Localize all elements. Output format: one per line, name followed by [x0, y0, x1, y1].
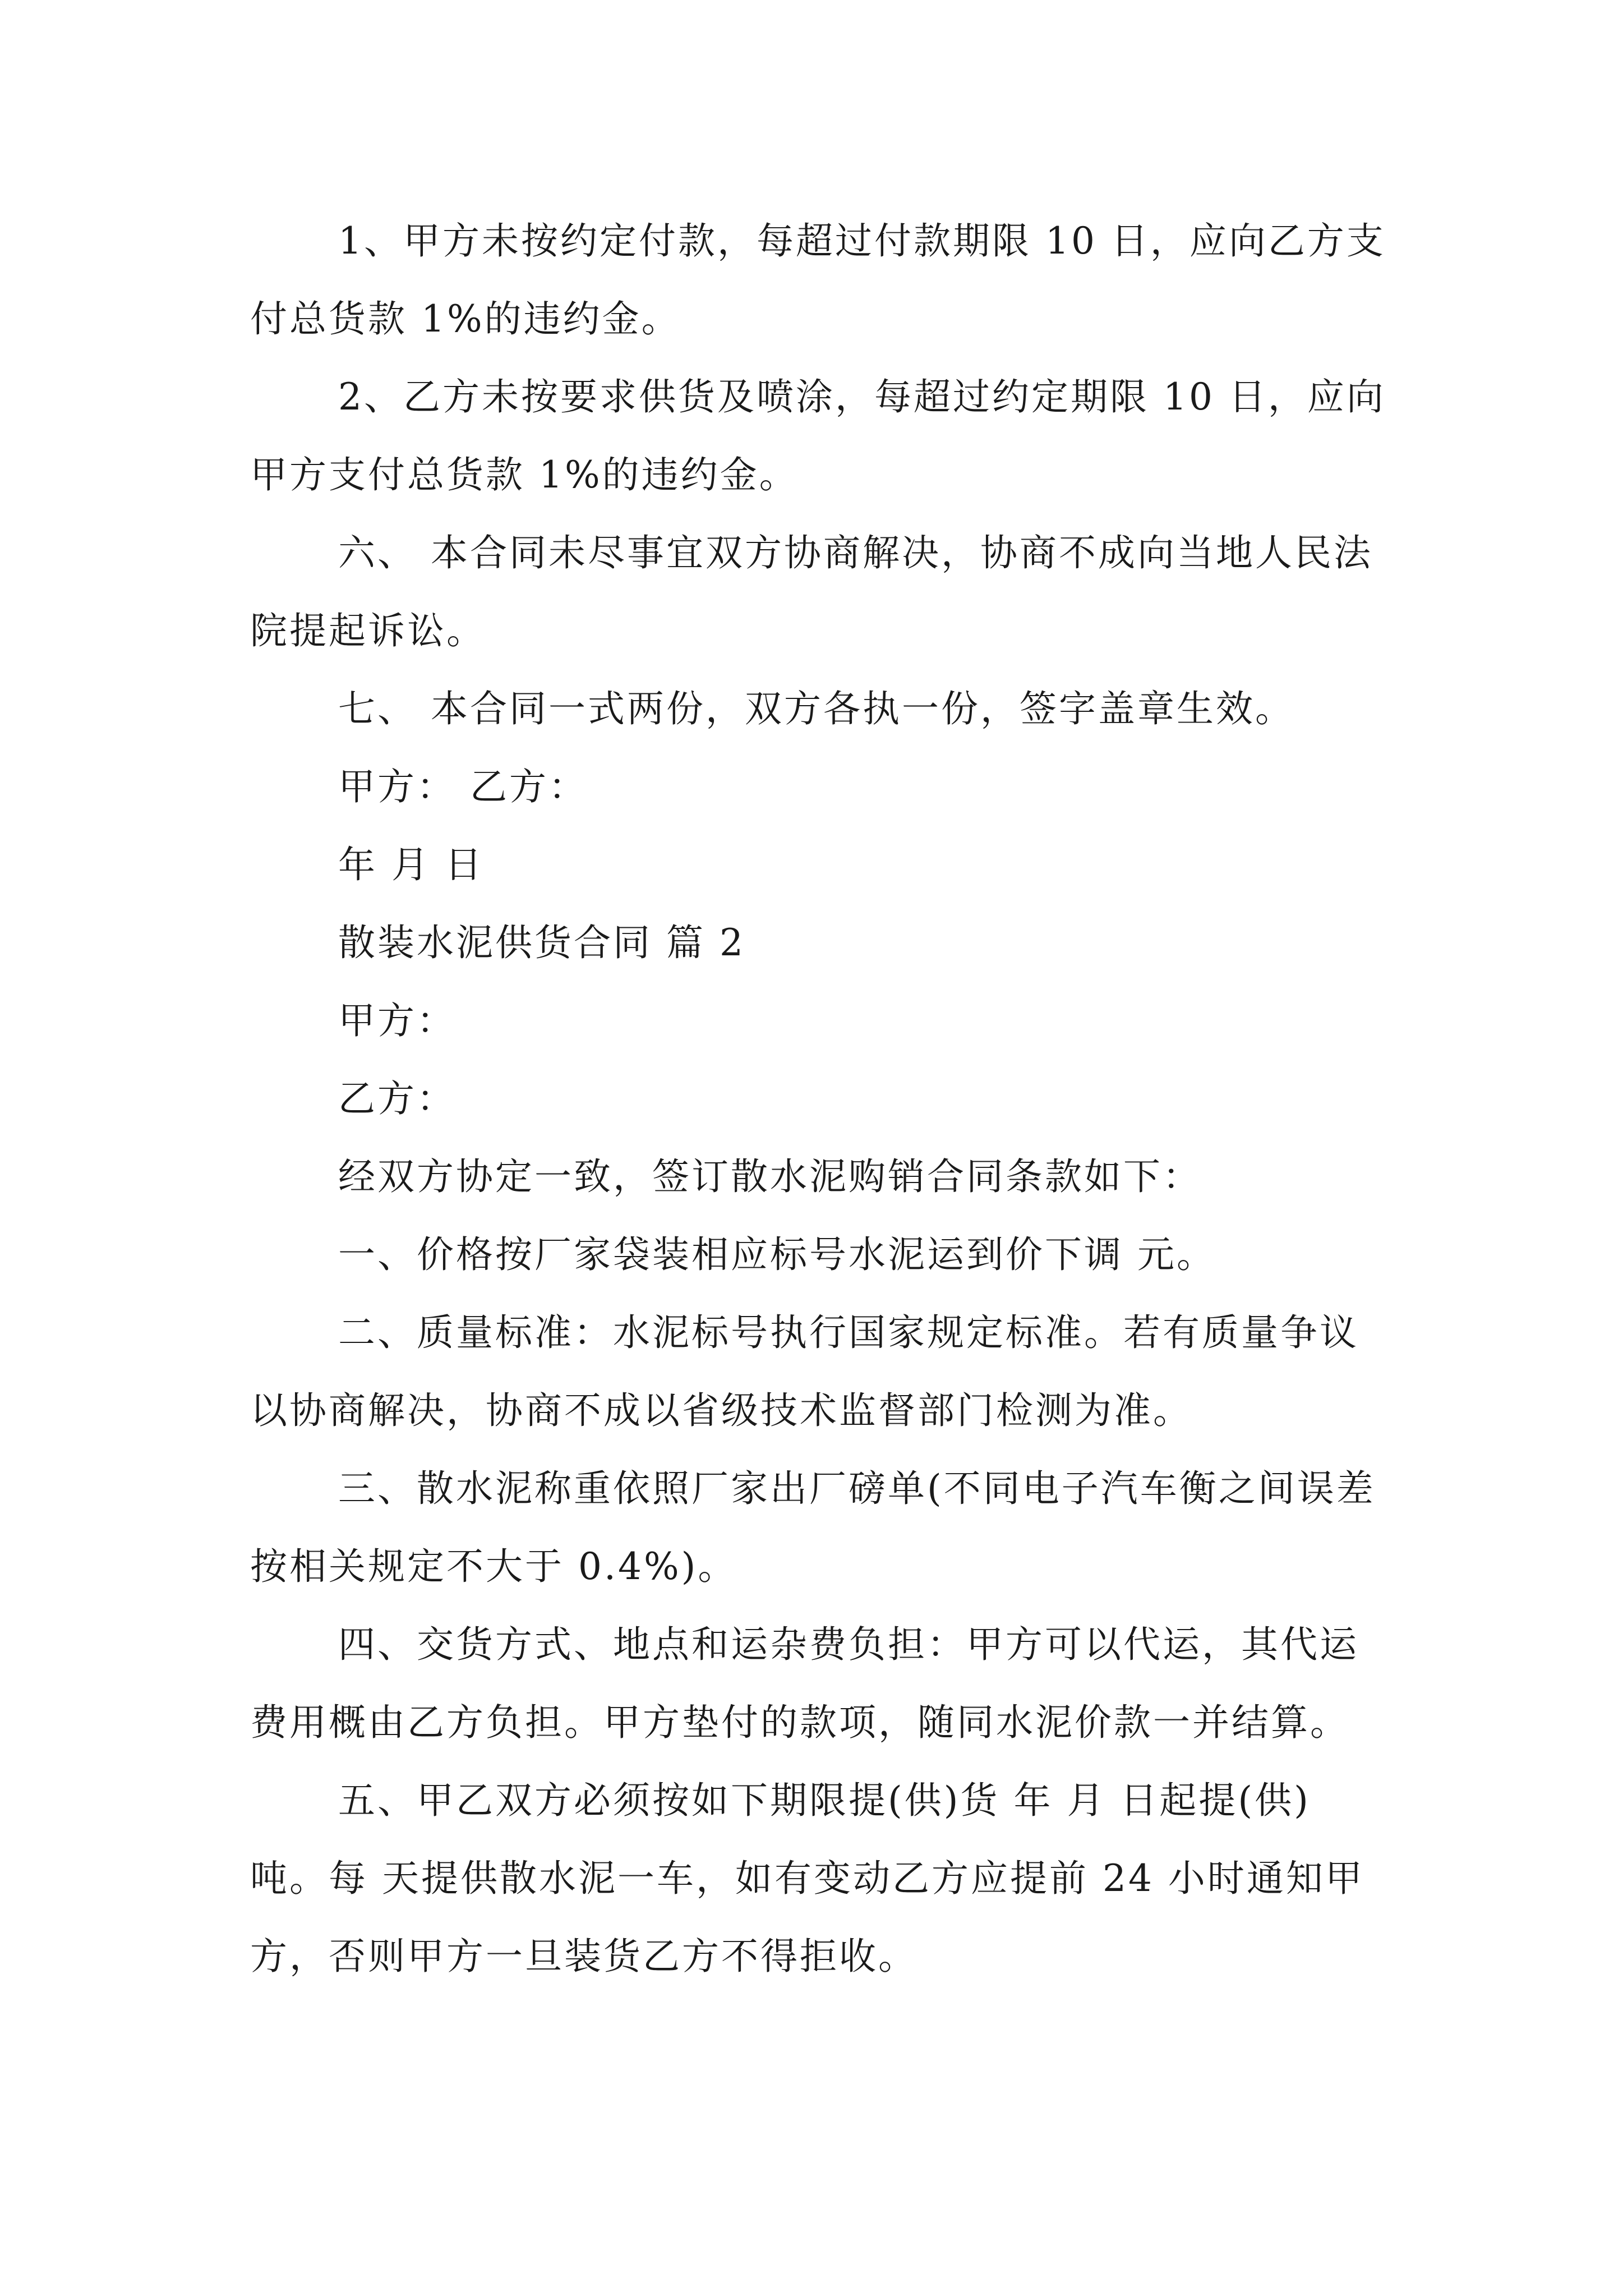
clause-four-delivery: 四、交货方式、地点和运杂费负担：甲方可以代运，其代运费用概由乙方负担。甲方垫付的款项，随同水泥价款一并结算。	[250, 1623, 1359, 1744]
clause-penalty-seller: 2、乙方未按要求供货及喷涂，每超过约定期限 10 日，应向甲方支付总货款 1%的违约金。	[250, 375, 1386, 496]
clause-six-disputes: 六、 本合同未尽事宜双方协商解决，协商不成向当地人民法 院提起诉讼。	[250, 531, 1387, 652]
signature-parties: 甲方： 乙方：	[338, 765, 588, 808]
contract-intro: 经双方协定一致，签订散水泥购销合同条款如下：	[338, 1155, 1202, 1198]
clause-penalty-buyer: 1、甲方未按约定付款，每超过付款期限 10 日，应向乙方支付总货款 1%的违约金。	[250, 219, 1386, 341]
clause-five-schedule: 五、甲乙双方必须按如下期限提(供)货 年 月 日起提(供) 吨。每 天提供散水泥一车，如有变动乙方应提前 24 小时通知甲方，否则甲方一旦装货乙方不得拒收。	[250, 1779, 1364, 1978]
clause-seven-copies: 七、 本合同一式两份，双方各执一份，签字盖章生效。	[338, 687, 1294, 730]
party-b-label: 乙方：	[338, 1077, 456, 1120]
signature-date: 年 月 日	[338, 843, 484, 886]
clause-one-price: 一、价格按厂家袋装相应标号水泥运到价下调 元。	[338, 1233, 1216, 1276]
contract-body	[250, 202, 1394, 1995]
clause-two-quality: 二、质量标准：水泥标号执行国家规定标准。若有质量争议以协商解决，协商不成以省级技术监督部门检测为准。	[250, 1311, 1359, 1432]
section-title: 散装水泥供货合同 篇 2	[338, 921, 745, 964]
clause-three-weighing: 三、散水泥称重依照厂家出厂磅单(不同电子汽车衡之间误差按相关规定不大于 0.4%)。	[250, 1467, 1376, 1588]
party-a-label: 甲方：	[338, 999, 456, 1042]
